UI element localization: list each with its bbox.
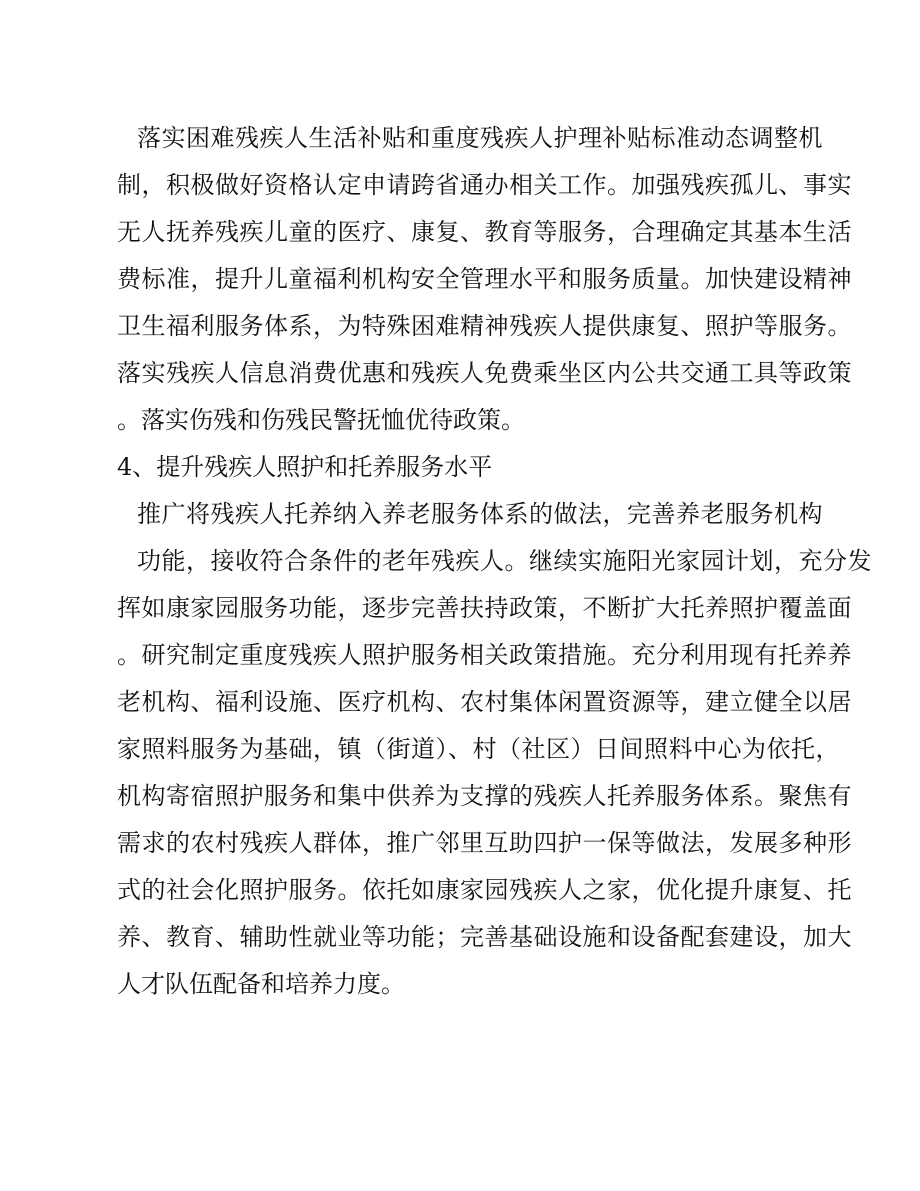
paragraph-1-line-4: 费标准，提升儿童福利机构安全管理水平和服务质量。加快建设精神: [117, 265, 852, 293]
paragraph-2-line-11: 人才队伍配备和培养力度。: [117, 970, 405, 998]
paragraph-2-line-7: 机构寄宿照护服务和集中供养为支撑的残疾人托养服务体系。聚焦有: [117, 782, 852, 810]
paragraph-1-line-5: 卫生福利服务体系，为特殊困难精神残疾人提供康复、照护等服务。: [117, 312, 852, 340]
paragraph-1-line-2: 制，积极做好资格认定申请跨省通办相关工作。加强残疾孤儿、事实: [117, 171, 852, 199]
paragraph-2-line-8: 需求的农村残疾人群体，推广邻里互助四护一保等做法，发展多种形: [117, 829, 852, 857]
paragraph-1-line-7: 。落实伤残和伤残民警抚恤优待政策。: [117, 406, 525, 434]
paragraph-1-line-3: 无人抚养残疾儿童的医疗、康复、教育等服务，合理确定其基本生活: [117, 218, 852, 246]
paragraph-2-line-6: 家照料服务为基础，镇（街道）、村（社区）日间照料中心为依托，: [117, 735, 840, 763]
paragraph-2-line-1: 推广将残疾人托养纳入养老服务体系的做法，完善养老服务机构: [137, 500, 823, 528]
paragraph-2-line-2: 功能，接收符合条件的老年残疾人。继续实施阳光家园计划，充分发: [137, 547, 872, 575]
paragraph-1-line-6: 落实残疾人信息消费优惠和残疾人免费乘坐区内公共交通工具等政策: [117, 359, 852, 387]
paragraph-2-line-5: 老机构、福利设施、医疗机构、农村集体闲置资源等，建立健全以居: [117, 688, 852, 716]
paragraph-2-line-10: 养、教育、辅助性就业等功能；完善基础设施和设备配套建设，加大: [117, 923, 852, 951]
section-heading: 4、提升残疾人照护和托养服务水平: [117, 453, 493, 481]
paragraph-1-line-1: 落实困难残疾人生活补贴和重度残疾人护理补贴标准动态调整机: [137, 124, 823, 152]
paragraph-2-line-4: 。研究制定重度残疾人照护服务相关政策措施。充分利用现有托养养: [117, 641, 852, 669]
paragraph-2-line-9: 式的社会化照护服务。依托如康家园残疾人之家，优化提升康复、托: [117, 876, 852, 904]
paragraph-2-line-3: 挥如康家园服务功能，逐步完善扶持政策，不断扩大托养照护覆盖面: [117, 594, 852, 622]
